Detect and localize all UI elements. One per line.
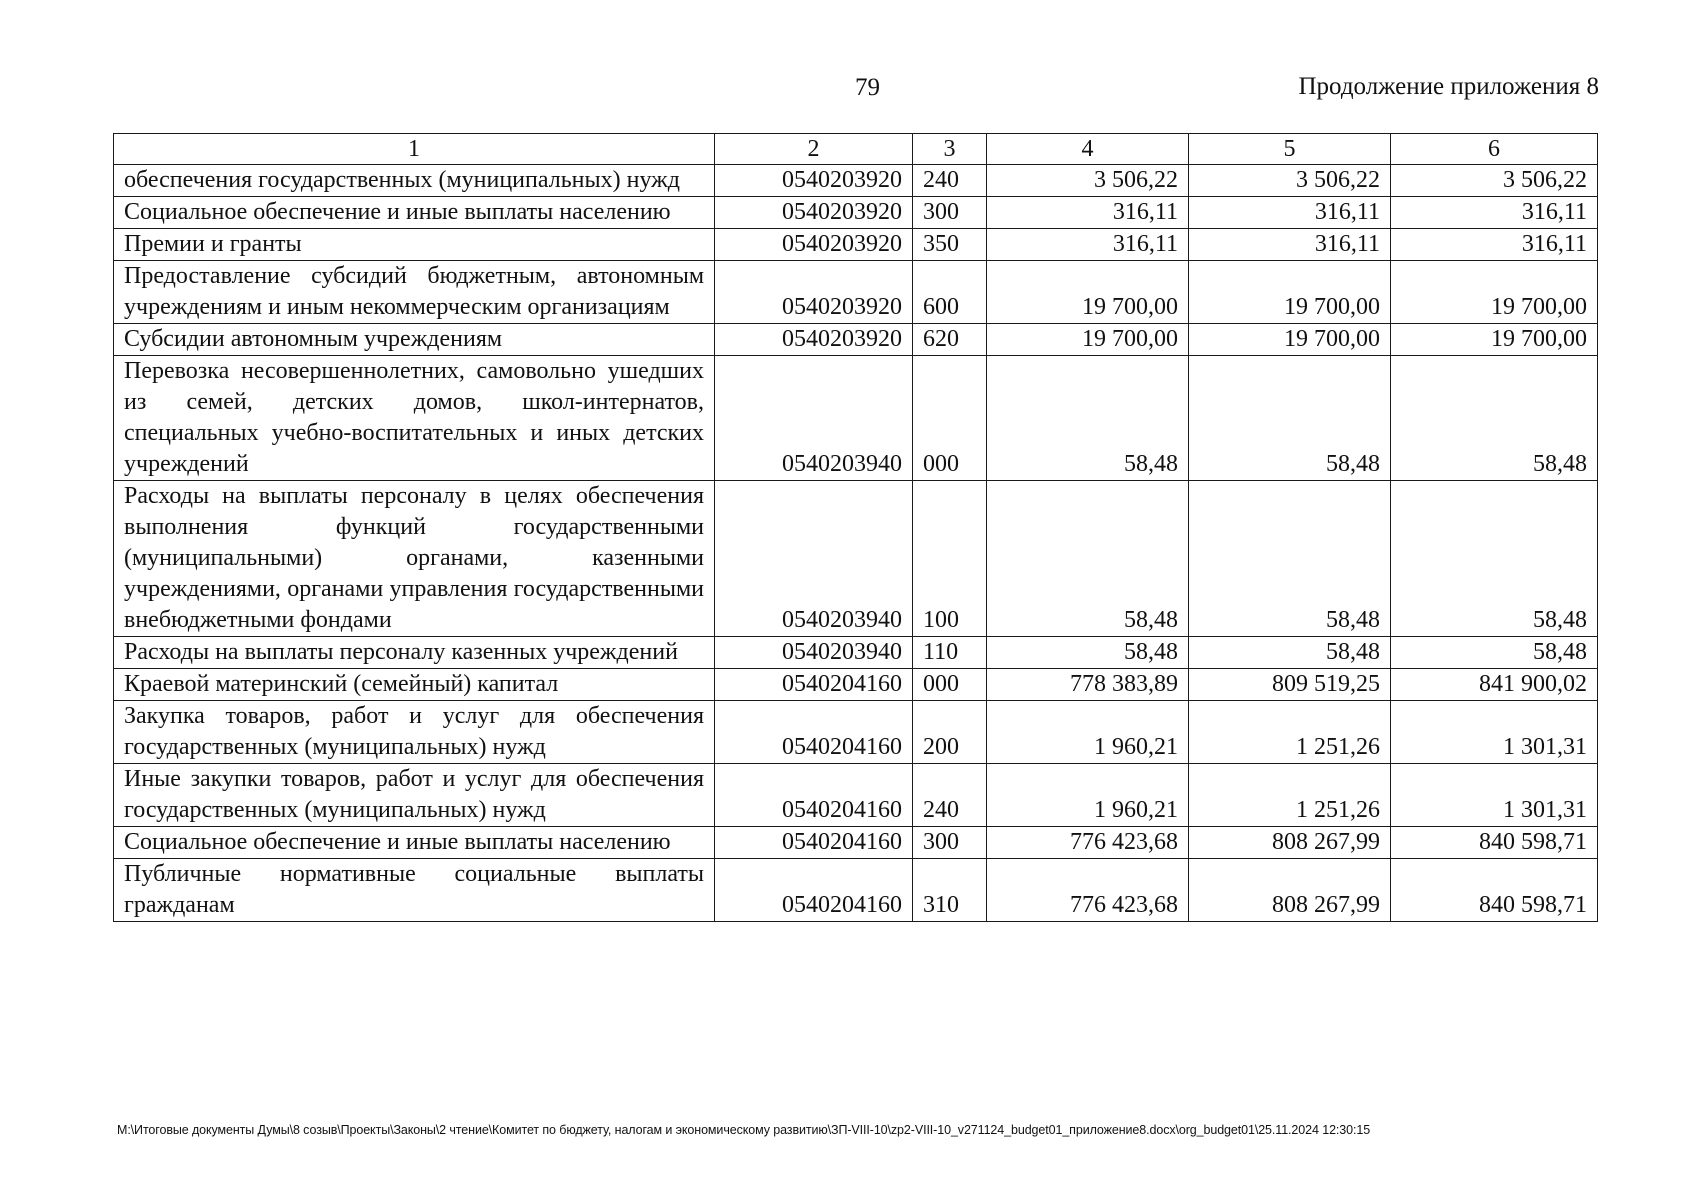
amount-col6-cell: 316,11 [1391,229,1598,261]
target-code-cell: 0540204160 [715,669,913,701]
amount-col5-cell: 1 251,26 [1189,764,1391,827]
row-name-cell: Публичные нормативные социальные выплаты гражданам [114,859,715,922]
target-code-cell: 0540204160 [715,827,913,859]
expense-type-cell: 000 [913,356,987,481]
column-header-6: 6 [1391,134,1598,165]
amount-col4-cell: 776 423,68 [987,827,1189,859]
amount-col6-cell: 1 301,31 [1391,701,1598,764]
amount-col4-cell: 316,11 [987,197,1189,229]
expense-type-cell: 300 [913,827,987,859]
column-header-3: 3 [913,134,987,165]
amount-col6-cell: 316,11 [1391,197,1598,229]
expense-type-cell: 240 [913,764,987,827]
target-code-cell: 0540203920 [715,165,913,197]
amount-col4-cell: 778 383,89 [987,669,1189,701]
table-row [114,669,1598,701]
amount-col6-cell: 58,48 [1391,637,1598,669]
target-code-cell: 0540203920 [715,197,913,229]
expense-type-cell: 350 [913,229,987,261]
table-row [114,827,1598,859]
amount-col4-cell: 1 960,21 [987,701,1189,764]
column-header-1: 1 [114,134,715,165]
amount-col6-cell: 1 301,31 [1391,764,1598,827]
target-code-cell: 0540203920 [715,324,913,356]
table-row [114,637,1598,669]
table-row [114,229,1598,261]
table-header [114,134,1598,165]
amount-col6-cell: 840 598,71 [1391,827,1598,859]
amount-col4-cell: 58,48 [987,481,1189,637]
amount-col6-cell: 58,48 [1391,356,1598,481]
expense-type-cell: 110 [913,637,987,669]
expense-type-cell: 000 [913,669,987,701]
amount-col4-cell: 776 423,68 [987,859,1189,922]
expense-type-cell: 100 [913,481,987,637]
budget-table [113,133,1598,922]
amount-col5-cell: 19 700,00 [1189,261,1391,324]
table-row [114,859,1598,922]
amount-col4-cell: 1 960,21 [987,764,1189,827]
amount-col6-cell: 19 700,00 [1391,261,1598,324]
target-code-cell: 0540203920 [715,261,913,324]
target-code-cell: 0540203940 [715,356,913,481]
expense-type-cell: 300 [913,197,987,229]
table-row [114,764,1598,827]
row-name-cell: Перевозка несовершеннолетних, самовольно ушедших из семей, детских домов, школ-интернатов, специальных учебно-воспитательных и иных детских учреждений [114,356,715,481]
column-number-row [114,134,1598,165]
target-code-cell: 0540203940 [715,481,913,637]
amount-col5-cell: 58,48 [1189,356,1391,481]
appendix-title: Продолжение приложения 8 [1298,73,1599,100]
row-name-cell: Иные закупки товаров, работ и услуг для обеспечения государственных (муниципальных) нужд [114,764,715,827]
page-number: 79 [855,74,880,101]
amount-col5-cell: 3 506,22 [1189,165,1391,197]
amount-col5-cell: 316,11 [1189,197,1391,229]
amount-col5-cell: 808 267,99 [1189,827,1391,859]
target-code-cell: 0540204160 [715,859,913,922]
table-row [114,324,1598,356]
row-name-cell: Предоставление субсидий бюджетным, автономным учреждениям и иным некоммерческим организациям [114,261,715,324]
amount-col4-cell: 19 700,00 [987,261,1189,324]
column-header-5: 5 [1189,134,1391,165]
target-code-cell: 0540203920 [715,229,913,261]
target-code-cell: 0540204160 [715,701,913,764]
table-row [114,165,1598,197]
amount-col4-cell: 58,48 [987,356,1189,481]
expense-type-cell: 240 [913,165,987,197]
amount-col6-cell: 19 700,00 [1391,324,1598,356]
amount-col6-cell: 3 506,22 [1391,165,1598,197]
amount-col5-cell: 58,48 [1189,481,1391,637]
expense-type-cell: 200 [913,701,987,764]
row-name-cell: Социальное обеспечение и иные выплаты населению [114,197,715,229]
amount-col6-cell: 841 900,02 [1391,669,1598,701]
expense-type-cell: 600 [913,261,987,324]
document-file-path: M:\Итоговые документы Думы\8 созыв\Проекты\Законы\2 чтение\Комитет по бюджету, налогам и экономическому развитию\ЗП-VIII-10\zp2-VIII-10_v271124_budget01_приложение8.docx\org_budget01\25.11.2024 12:30:15 [117,1123,1371,1137]
table-row [114,701,1598,764]
row-name-cell: Премии и гранты [114,229,715,261]
amount-col5-cell: 316,11 [1189,229,1391,261]
table-row [114,261,1598,324]
table-row [114,197,1598,229]
amount-col4-cell: 316,11 [987,229,1189,261]
amount-col5-cell: 808 267,99 [1189,859,1391,922]
target-code-cell: 0540203940 [715,637,913,669]
amount-col4-cell: 58,48 [987,637,1189,669]
table-body [114,165,1598,922]
row-name-cell: обеспечения государственных (муниципальных) нужд [114,165,715,197]
expense-type-cell: 620 [913,324,987,356]
expense-type-cell: 310 [913,859,987,922]
table-row [114,481,1598,637]
amount-col5-cell: 58,48 [1189,637,1391,669]
amount-col4-cell: 19 700,00 [987,324,1189,356]
amount-col5-cell: 19 700,00 [1189,324,1391,356]
row-name-cell: Закупка товаров, работ и услуг для обеспечения государственных (муниципальных) нужд [114,701,715,764]
column-header-4: 4 [987,134,1189,165]
amount-col6-cell: 58,48 [1391,481,1598,637]
column-header-2: 2 [715,134,913,165]
row-name-cell: Расходы на выплаты персоналу в целях обеспечения выполнения функций государственными (муниципальными) органами, казенными учреждениями, органами управления государственными внебюджетными фондами [114,481,715,637]
amount-col4-cell: 3 506,22 [987,165,1189,197]
row-name-cell: Социальное обеспечение и иные выплаты населению [114,827,715,859]
target-code-cell: 0540204160 [715,764,913,827]
amount-col5-cell: 809 519,25 [1189,669,1391,701]
row-name-cell: Субсидии автономным учреждениям [114,324,715,356]
row-name-cell: Краевой материнский (семейный) капитал [114,669,715,701]
row-name-cell: Расходы на выплаты персоналу казенных учреждений [114,637,715,669]
table-row [114,356,1598,481]
amount-col6-cell: 840 598,71 [1391,859,1598,922]
amount-col5-cell: 1 251,26 [1189,701,1391,764]
